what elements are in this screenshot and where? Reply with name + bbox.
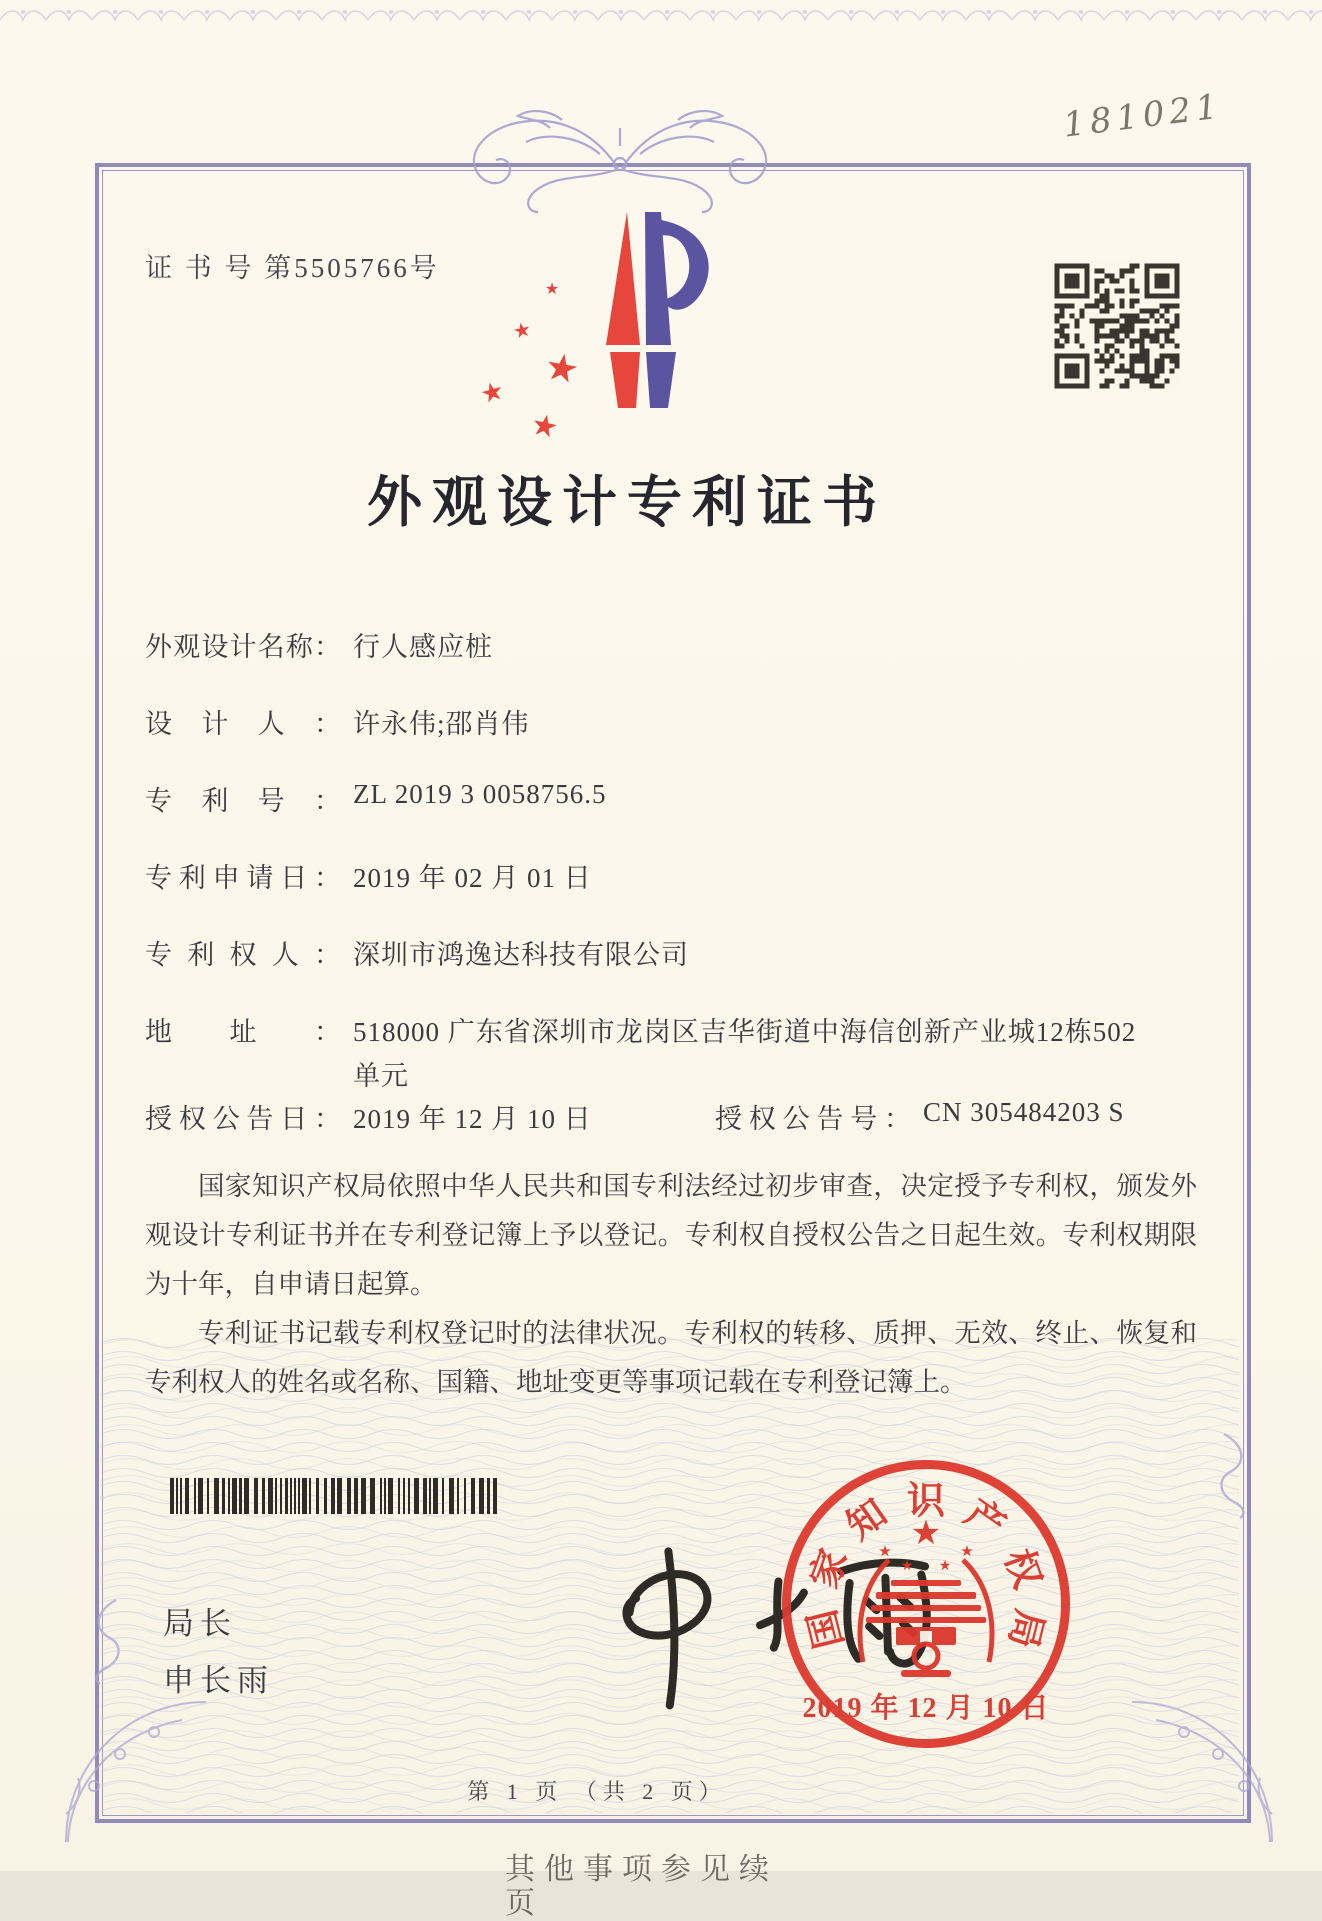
director-name: 申长雨	[163, 1663, 274, 1698]
star-icon: ★	[960, 1544, 974, 1560]
star-icon: ★	[900, 1559, 914, 1574]
field-row-designer	[145, 702, 530, 741]
field-row-grant	[145, 1097, 1125, 1136]
grant-number-value: CN 305484203 S	[923, 1097, 1125, 1127]
seal-char: 知	[839, 1491, 895, 1549]
legal-paragraph: 专利证书记载专利权登记时的法律状况。专利权的转移、质押、无效、终止、恢复和专利权人的姓名或名称、国籍、地址变更等事项记载在专利登记簿上。	[145, 1318, 1197, 1397]
seal-char: 局	[1000, 1605, 1051, 1653]
national-emblem	[841, 1504, 1011, 1680]
director-title: 局长	[163, 1606, 237, 1641]
legal-body-text	[145, 1162, 1197, 1407]
next-page-bleed-text: 其他事项参见续页	[505, 1853, 778, 1920]
grant-date-value: 2019 年 12 月 10 日	[353, 1104, 592, 1134]
star-icon: ★	[544, 281, 560, 298]
certificate-title: 外观设计专利证书	[366, 472, 887, 533]
star-icon: ★	[938, 1559, 952, 1574]
field-label: 地址：	[145, 1017, 341, 1047]
page-footer: 第 1 页 （共 2 页）	[467, 1779, 727, 1804]
star-icon: ★	[511, 318, 534, 344]
field-row-design-name	[145, 625, 493, 664]
seal-char: 国	[801, 1605, 852, 1653]
field-value: 2019 年 02 月 01 日	[353, 863, 592, 893]
field-value: 许永伟;邵肖伟	[353, 709, 530, 739]
legal-paragraph: 国家知识产权局依照中华人民共和国专利法经过初步审查，决定授予专利权，颁发外观设计专利证书并在专利登记簿上予以登记。专利权自授权公告之日起生效。专利权期限为十年，自申请日起算。	[145, 1171, 1197, 1299]
star-icon: ★	[477, 375, 508, 410]
barcode	[170, 1478, 502, 1514]
star-icon: ★	[528, 407, 562, 446]
qr-code	[1053, 262, 1181, 390]
field-label: 专利申请日：	[145, 863, 341, 893]
field-row-patent-number	[145, 779, 606, 818]
star-icon: ★	[910, 1515, 942, 1552]
seal-char: 权	[996, 1543, 1049, 1594]
certificate-number: 证 书 号 第5505766号	[145, 253, 440, 283]
seal-date: 2019 年 12 月 10 日	[802, 1693, 1050, 1724]
field-label: 专利权人：	[145, 940, 341, 970]
field-label: 设计人：	[145, 709, 341, 739]
star-icon: ★	[878, 1544, 892, 1560]
field-row-patentee	[145, 933, 689, 972]
field-value: 深圳市鸿逸达科技有限公司	[353, 940, 689, 970]
cnipa-logo	[455, 198, 725, 446]
logo-blue-tail	[646, 352, 676, 408]
field-value: 518000 广东省深圳市龙岗区吉华街道中海信创新产业城12栋502单元	[353, 1017, 1137, 1091]
seal-char: 家	[803, 1543, 856, 1594]
official-seal	[782, 1460, 1070, 1748]
seal-char: 产	[957, 1491, 1013, 1549]
field-value: 行人感应桩	[353, 632, 493, 662]
field-row-address	[145, 1010, 1153, 1098]
field-label: 专利号：	[145, 786, 341, 816]
seal-char: 识	[906, 1480, 946, 1523]
top-edge-lace-ornament	[0, 4, 1322, 28]
logo-red-tail	[610, 352, 640, 408]
field-label: 外观设计名称：	[145, 632, 341, 662]
logo-red-spike	[606, 212, 640, 345]
grant-number-label: 授权公告号：	[715, 1104, 911, 1134]
field-row-filing-date	[145, 856, 592, 895]
handwritten-note: 181021	[1061, 86, 1225, 146]
grant-date-label: 授权公告日：	[145, 1104, 341, 1134]
star-icon: ★	[541, 345, 583, 393]
field-value: ZL 2019 3 0058756.5	[353, 779, 607, 809]
